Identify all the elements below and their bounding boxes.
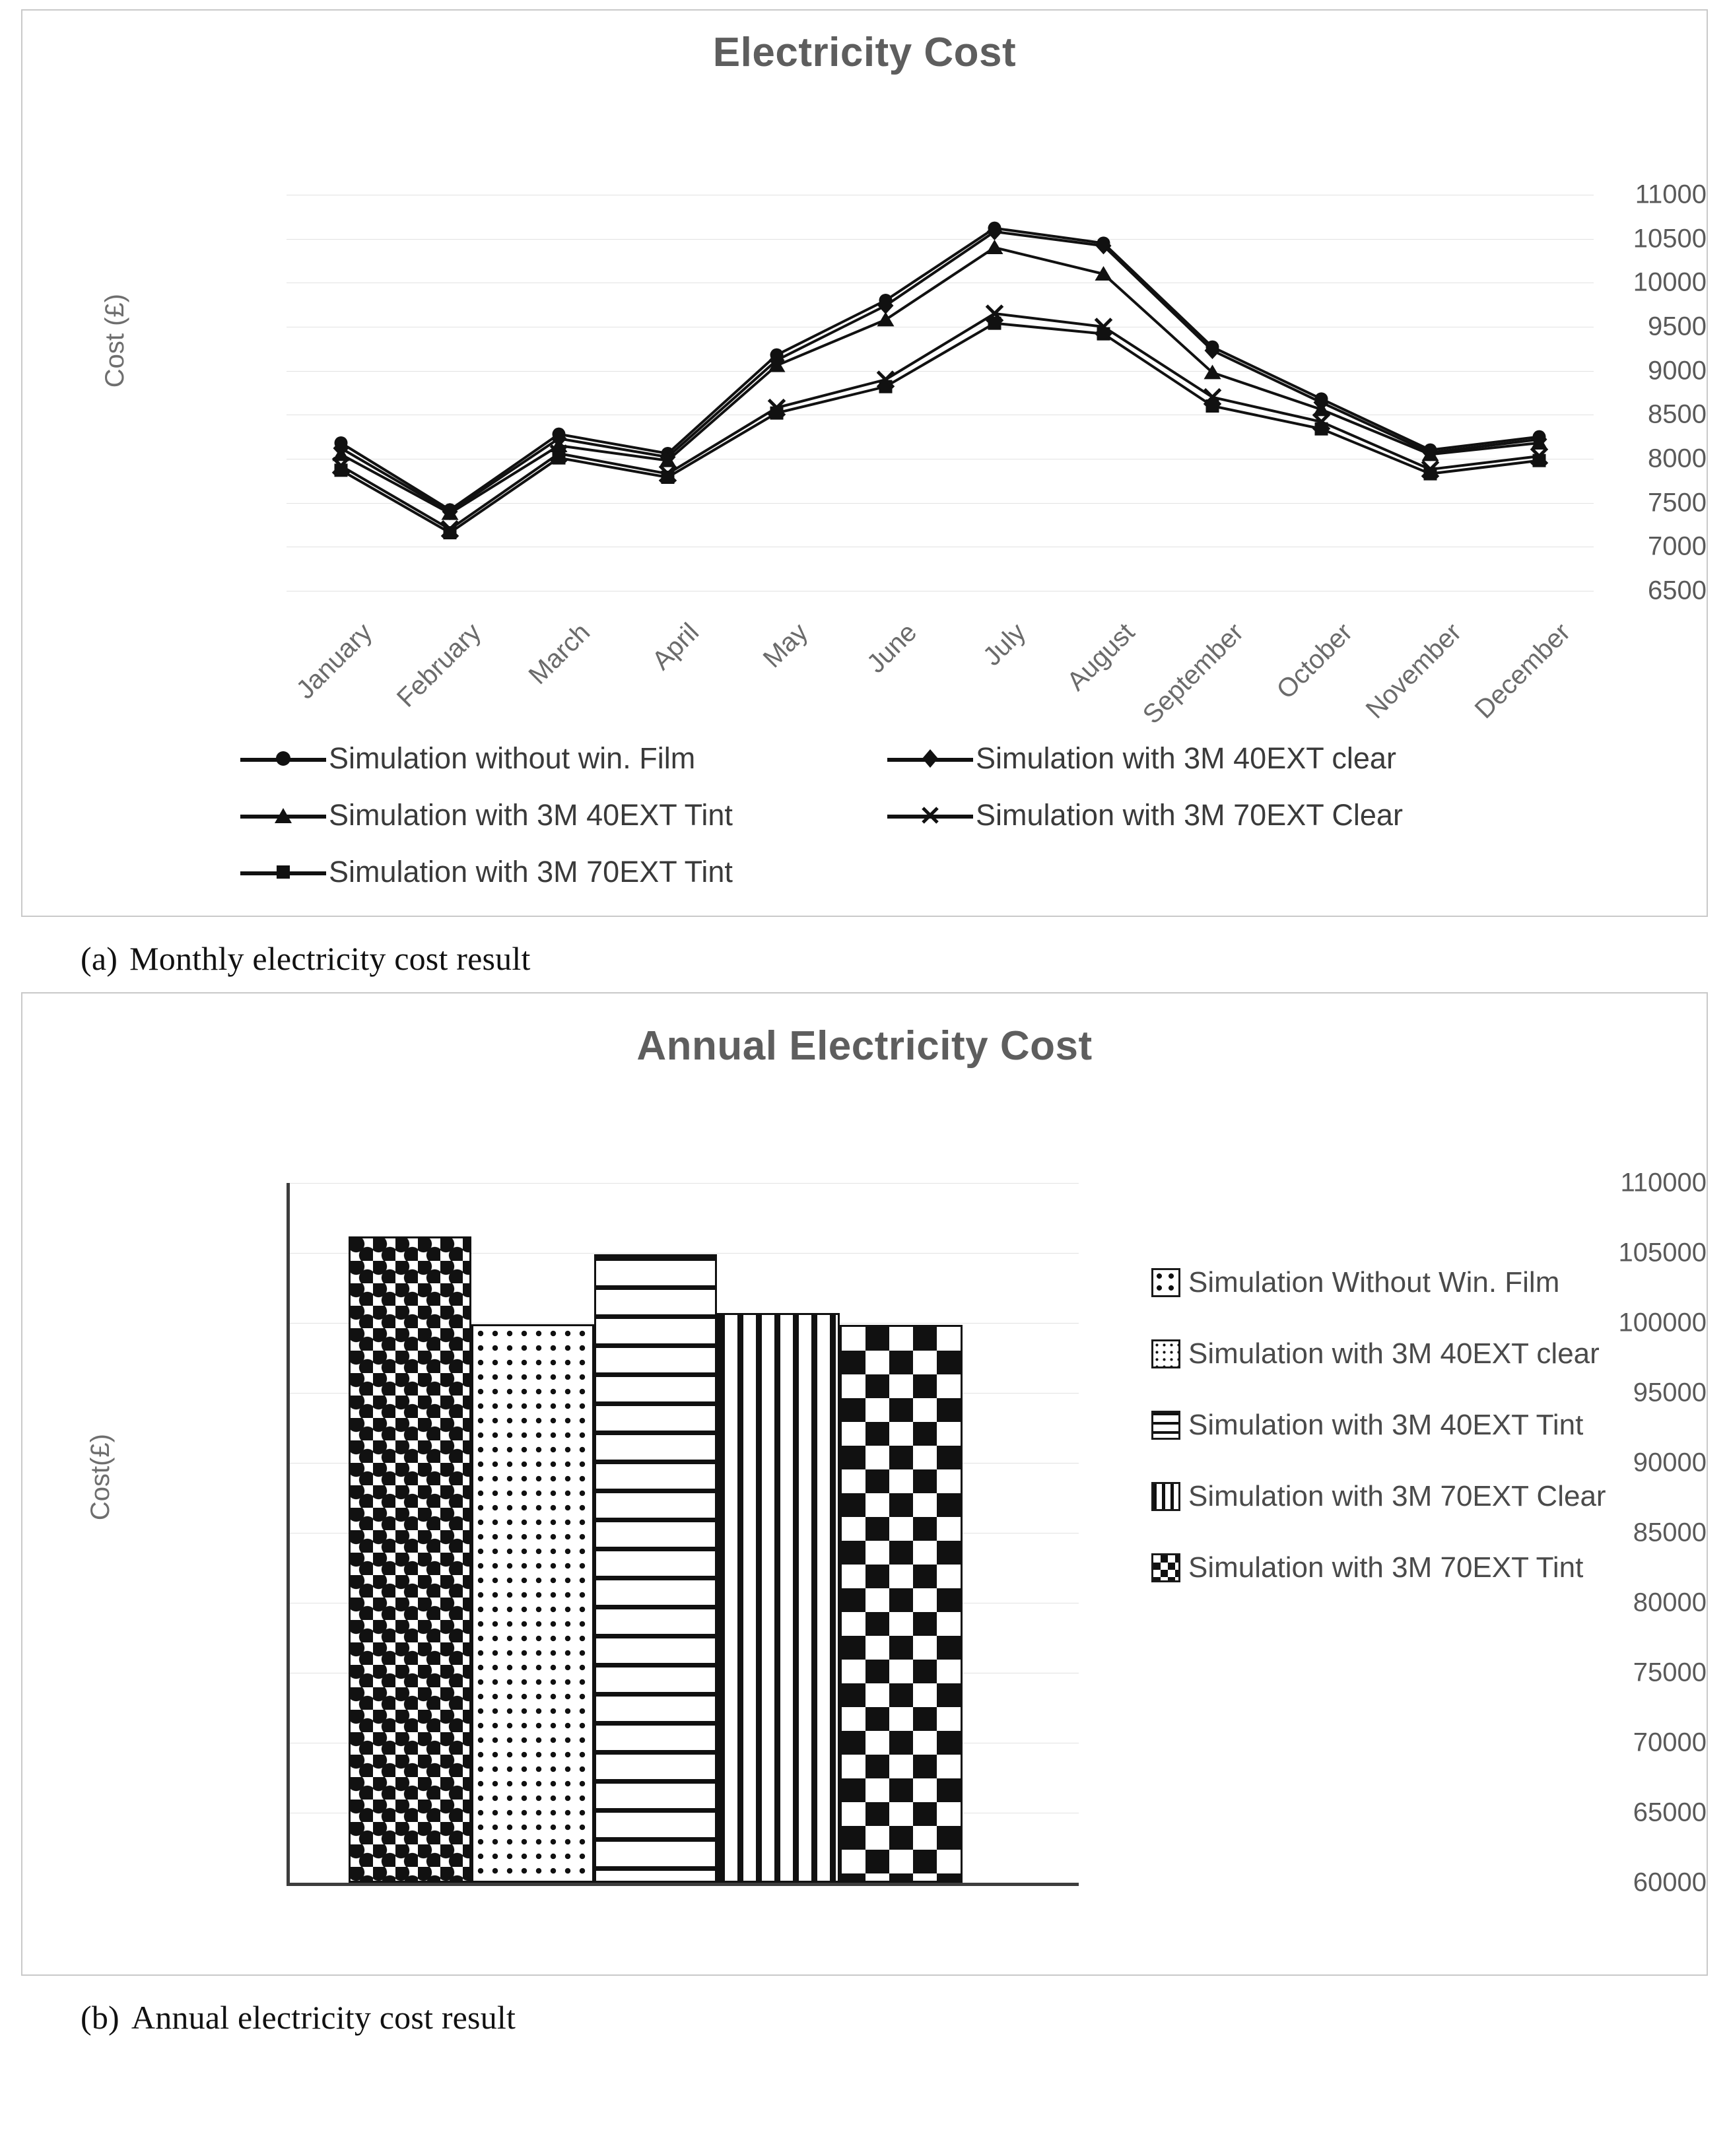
y-axis-tick-label: 6500 — [1648, 576, 1707, 605]
square-marker — [879, 380, 893, 393]
bar-chart-legend — [1151, 1265, 1606, 1622]
line-chart-panel — [21, 9, 1708, 917]
square-marker — [335, 463, 348, 477]
bar-3[interactable] — [594, 1254, 717, 1883]
bar-legend-label: Simulation with 3M 70EXT Tint — [1188, 1551, 1584, 1584]
y-axis-tick-label: 8000 — [1648, 444, 1707, 473]
square-marker — [988, 317, 1001, 330]
legend-label: Simulation with 3M 40EXT clear — [976, 741, 1396, 775]
series-line — [341, 248, 1540, 514]
y-axis-tick-label: 75000 — [1633, 1658, 1707, 1687]
bar-legend-label: Simulation with 3M 40EXT clear — [1188, 1337, 1600, 1370]
legend-item-40ext-clear[interactable] — [887, 730, 1396, 787]
y-axis-tick-label: 110000 — [1620, 1168, 1707, 1197]
square-marker — [1424, 467, 1437, 481]
square-marker — [1533, 454, 1546, 467]
legend-row-1 — [240, 730, 1574, 787]
y-axis-tick-label: 9500 — [1648, 312, 1707, 341]
bar-legend-item-70ext-clear[interactable] — [1151, 1479, 1606, 1514]
caption-b — [81, 1998, 1714, 2037]
caption-a — [81, 939, 1714, 978]
square-marker-icon — [240, 859, 326, 885]
series-diamond — [333, 223, 1547, 520]
bar-legend-item-70ext-tint[interactable] — [1151, 1551, 1606, 1585]
y-axis-line — [287, 1183, 290, 1883]
y-axis-tick-label: 100000 — [1618, 1308, 1707, 1337]
triangle-marker — [986, 240, 1003, 254]
caption-a-label: (a) — [81, 940, 118, 977]
y-axis-tick-label: 8500 — [1648, 399, 1707, 429]
x-axis-tick-label: August — [1061, 617, 1140, 696]
legend-item-40ext-tint[interactable] — [240, 787, 887, 844]
caption-b-label: (b) — [81, 1999, 119, 2036]
y-axis-tick-label: 7000 — [1648, 531, 1707, 561]
y-axis-tick-label: 9000 — [1648, 356, 1707, 386]
legend-item-70ext-clear[interactable] — [887, 787, 1403, 844]
y-axis-tick-label: 70000 — [1633, 1728, 1707, 1757]
circle-marker-icon — [240, 745, 326, 772]
y-axis-tick-label: 105000 — [1618, 1238, 1707, 1267]
legend-item-70ext-tint[interactable] — [240, 844, 887, 900]
square-marker — [1315, 422, 1328, 436]
diamond-marker-icon — [887, 745, 973, 772]
x-axis-tick-label: July — [977, 617, 1031, 672]
bar-legend-label: Simulation with 3M 70EXT Clear — [1188, 1479, 1606, 1512]
y-axis-tick-label: 60000 — [1633, 1868, 1707, 1897]
square-marker — [1097, 327, 1110, 341]
bar-chart-y-axis-label: Cost(£) — [86, 1434, 115, 1521]
legend-label: Simulation with 3M 40EXT Tint — [329, 798, 733, 832]
square-marker — [661, 471, 675, 484]
bar-legend-label: Simulation Without Win. Film — [1188, 1266, 1560, 1298]
legend-label: Simulation without win. Film — [329, 741, 696, 775]
dots-large-swatch-icon — [1151, 1268, 1180, 1297]
x-axis-tick-label: October — [1270, 617, 1358, 705]
legend-row-3 — [240, 844, 1574, 900]
horizontal-stripe-swatch-icon — [1151, 1411, 1180, 1440]
y-axis-tick-label: 11000 — [1635, 180, 1707, 209]
bar-legend-item-without-film[interactable] — [1151, 1265, 1606, 1300]
y-axis-tick-label: 90000 — [1633, 1448, 1707, 1477]
diamond-swatch-icon — [1151, 1553, 1180, 1582]
x-axis-tick-label: May — [757, 617, 813, 674]
triangle-marker — [877, 312, 895, 326]
x-axis-tick-label: December — [1469, 617, 1576, 725]
series-triangle — [333, 240, 1548, 520]
bar-chart-panel — [21, 992, 1708, 1976]
square-marker — [770, 407, 784, 420]
x-axis-tick-label: April — [646, 617, 704, 676]
legend-label: Simulation with 3M 70EXT Tint — [329, 855, 733, 889]
y-axis-tick-label: 10500 — [1633, 224, 1707, 253]
line-chart-series-layer — [22, 76, 1607, 670]
legend-item-without-film[interactable] — [240, 730, 887, 787]
x-axis-tick-label: March — [523, 617, 595, 691]
square-marker — [444, 526, 457, 539]
bar-5[interactable] — [840, 1325, 963, 1883]
caption-a-text: Monthly electricity cost result — [129, 940, 531, 977]
bar-1[interactable] — [349, 1236, 471, 1883]
bar-legend-item-40ext-tint[interactable] — [1151, 1408, 1606, 1442]
vertical-stripe-swatch-icon — [1151, 1482, 1180, 1511]
x-axis-tick-label: September — [1137, 617, 1249, 730]
y-axis-tick-label: 10000 — [1633, 267, 1707, 297]
y-axis-tick-label: 95000 — [1633, 1378, 1707, 1407]
y-axis-tick-label: 7500 — [1648, 488, 1707, 518]
gridline — [287, 1183, 1079, 1184]
bar-chart-title: Annual Electricity Cost — [636, 1023, 1093, 1069]
y-axis-tick-label: 85000 — [1633, 1518, 1707, 1547]
caption-b-text: Annual electricity cost result — [131, 1999, 516, 2036]
legend-row-2 — [240, 787, 1574, 844]
square-marker — [1206, 399, 1219, 413]
x-axis-line — [287, 1883, 1079, 1886]
y-axis-tick-label: 80000 — [1633, 1588, 1707, 1617]
line-chart-title: Electricity Cost — [712, 30, 1017, 75]
triangle-marker-icon — [240, 802, 326, 828]
x-axis-tick-label: November — [1360, 617, 1467, 725]
legend-label: Simulation with 3M 70EXT Clear — [976, 798, 1403, 832]
x-axis-tick-label: June — [861, 617, 922, 679]
x-axis-tick-label: January — [290, 617, 378, 705]
square-marker — [553, 452, 566, 465]
bar-legend-label: Simulation with 3M 40EXT Tint — [1188, 1408, 1584, 1441]
y-axis-tick-label: 65000 — [1633, 1798, 1707, 1827]
dots-small-swatch-icon — [1151, 1339, 1180, 1368]
bar-4[interactable] — [717, 1313, 840, 1883]
line-chart-y-axis-label: Cost (£) — [100, 294, 129, 388]
bar-legend-item-40ext-clear[interactable] — [1151, 1337, 1606, 1371]
x-axis-tick-label: February — [391, 617, 487, 713]
series-line — [341, 228, 1540, 510]
line-chart-legend — [240, 730, 1574, 900]
bar-2[interactable] — [471, 1324, 594, 1883]
x-marker-icon — [887, 802, 973, 828]
series-line — [341, 323, 1540, 533]
